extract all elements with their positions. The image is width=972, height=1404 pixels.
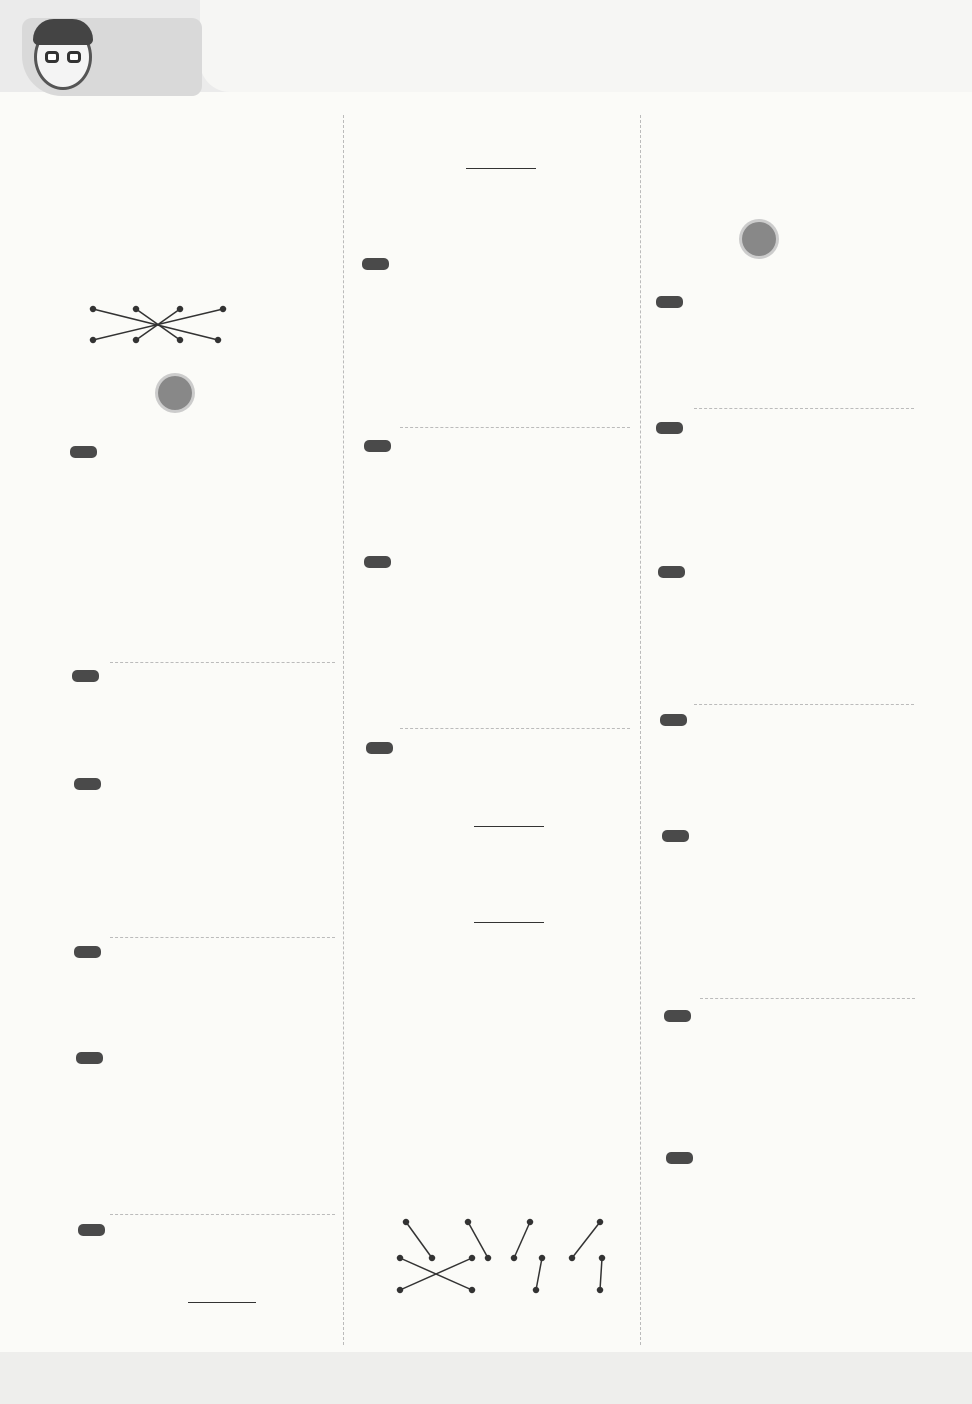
mascot-icon (34, 24, 92, 90)
tag-strong (664, 1010, 691, 1022)
tag-basic (362, 258, 389, 270)
tag-strong (656, 422, 683, 434)
week-heading (152, 376, 198, 410)
tag-strong (78, 1224, 105, 1236)
tag-strong (366, 742, 393, 754)
logo (22, 18, 202, 96)
week-heading (736, 222, 782, 256)
tag-strong (72, 670, 99, 682)
tag-basic (656, 296, 683, 308)
tag-basic (662, 830, 689, 842)
footer-band (0, 1352, 972, 1404)
tag-strong (364, 440, 391, 452)
tag-basic (76, 1052, 103, 1064)
tag-basic (658, 566, 685, 578)
tag-strong (74, 946, 101, 958)
matching-diagram (396, 1218, 616, 1294)
tag-basic (666, 1152, 693, 1164)
matching-diagram (88, 304, 238, 344)
column-divider (640, 115, 641, 1345)
column-divider (343, 115, 344, 1345)
tag-basic (70, 446, 97, 458)
tag-strong (660, 714, 687, 726)
tag-basic (74, 778, 101, 790)
tag-basic (364, 556, 391, 568)
